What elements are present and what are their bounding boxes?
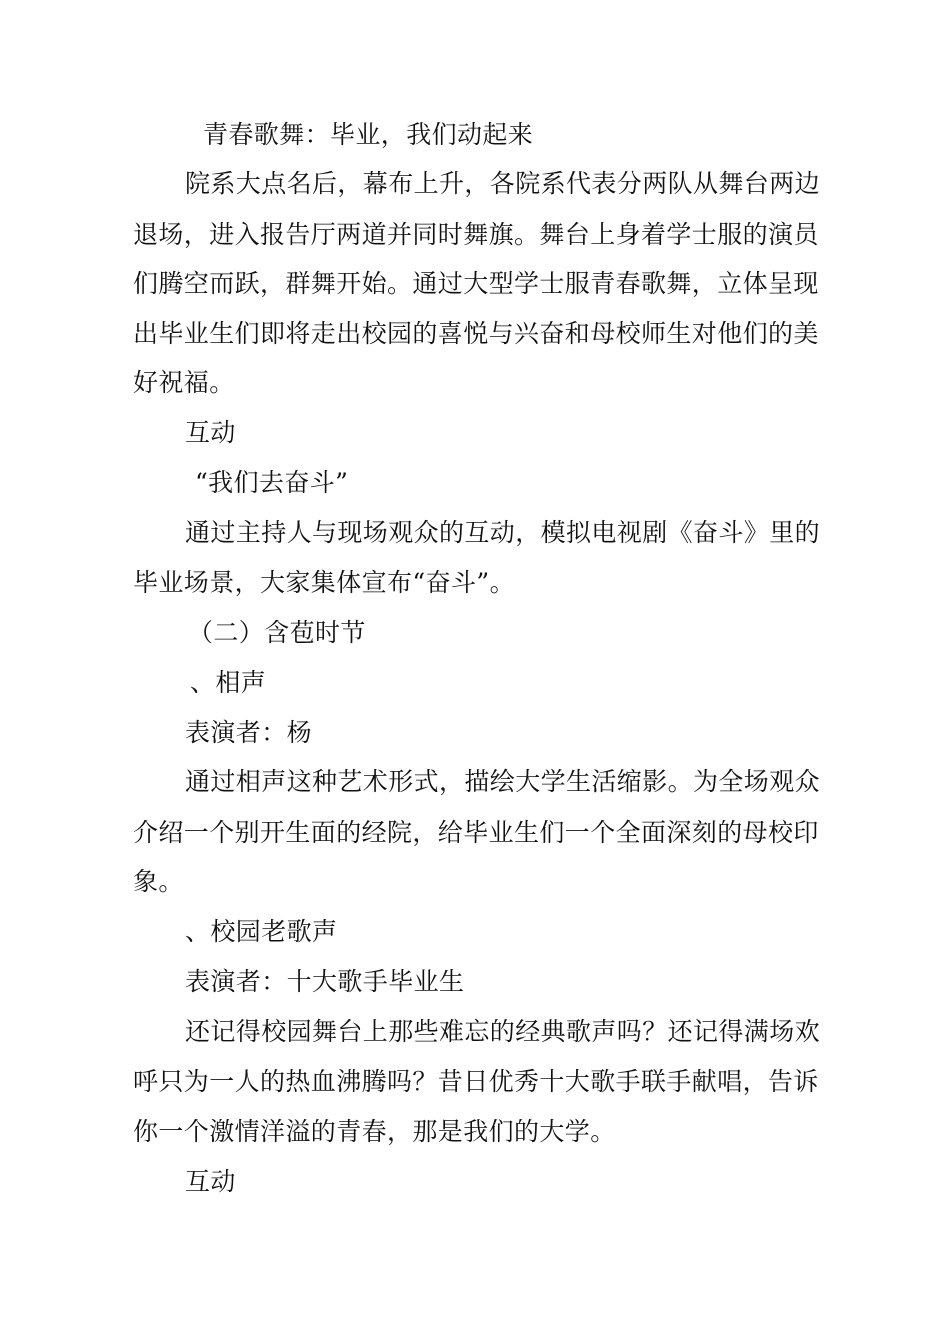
paragraph-line: 象。 <box>133 867 184 896</box>
paragraph-line: 介绍一个别开生面的经院，给毕业生们一个全面深刻的母校印 <box>133 818 819 847</box>
paragraph-line: 毕业场景，大家集体宣布“奋斗”。 <box>133 568 515 597</box>
section-heading-interaction: 互动 <box>185 418 236 447</box>
paragraph-line: 好祝福。 <box>133 368 235 397</box>
section-heading-interaction: 互动 <box>185 1167 236 1196</box>
section-heading-budding: （二）含苞时节 <box>188 618 366 647</box>
paragraph-line: 退场，进入报告厅两道并同时舞旗。舞台上身着学士服的演员 <box>133 220 819 249</box>
paragraph-line: 呼只为一人的热血沸腾吗？昔日优秀十大歌手联手献唱，告诉 <box>133 1067 819 1096</box>
paragraph-line: 出毕业生们即将走出校园的喜悦与兴奋和母校师生对他们的美 <box>133 319 819 348</box>
section-heading-struggle: “我们去奋斗” <box>195 468 349 497</box>
performer-line: 表演者：杨 <box>185 718 313 747</box>
item-heading-crosstalk: 、相声 <box>190 668 267 697</box>
performer-line: 表演者：十大歌手毕业生 <box>185 967 465 996</box>
paragraph-line: 通过相声这种艺术形式，描绘大学生活缩影。为全场观众 <box>185 767 821 796</box>
paragraph-line: 还记得校园舞台上那些难忘的经典歌声吗？还记得满场欢 <box>185 1017 821 1046</box>
item-heading-campus-songs: 、校园老歌声 <box>185 917 338 946</box>
paragraph-line: 通过主持人与现场观众的互动，模拟电视剧《奋斗》里的 <box>185 518 821 547</box>
paragraph-line: 们腾空而跃，群舞开始。通过大型学士服青春歌舞，立体呈现 <box>133 269 819 298</box>
paragraph-line: 你一个激情洋溢的青春，那是我们的大学。 <box>133 1117 616 1146</box>
paragraph-line: 院系大点名后，幕布上升，各院系代表分两队从舞台两边 <box>185 169 821 198</box>
section-heading-youth-dance: 青春歌舞：毕业，我们动起来 <box>203 120 534 149</box>
